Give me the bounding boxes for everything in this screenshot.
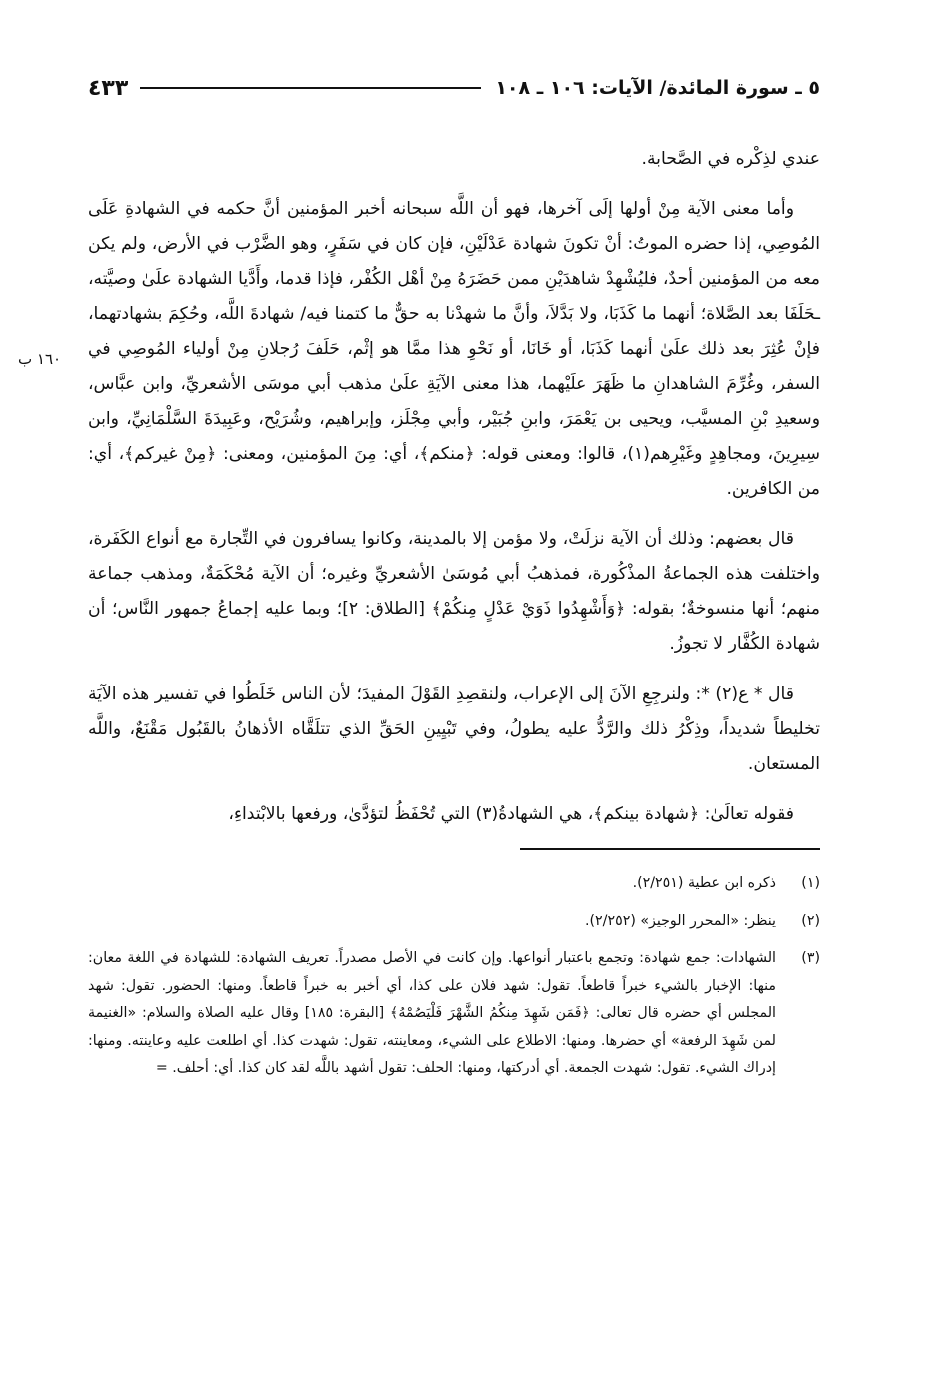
paragraph-3: قال بعضهم: وذلك أن الآية نزلَتْ، ولا مؤمن إلا بالمدينة، وكانوا يسافرون في التِّجارة مع أنواع الكَفَرة، واختلفت هذه الجماعةُ المذْكُورة، فمذهبُ أبي مُوسَىٰ الأشعريِّ وغيره؛ أن الآية مُحْكَمَةٌ، ومذهب جماعة منهم؛ أنها منسوخةٌ؛ بقوله: ﴿وَأَشْهِدُوا ذَوَيْ عَدْلٍ مِنكُمْ﴾ [الطلاق: ٢]؛ وبما عليه إجماعُ جمهور النَّاس؛ أن شهادة الكُفَّار لا تجوزُ. (88, 529, 820, 654)
running-head (88, 66, 820, 110)
footnote-1 (88, 870, 820, 898)
margin-folio-note: ١٦٠ ب (18, 350, 62, 368)
footnote-number: (١) (801, 875, 820, 891)
paragraph-4: قال * ع(٢) *: ولنرجِعِ الآنَ إلى الإعراب، ولنقصِدِ القَوْلَ المفيدَ؛ لأن الناس خَلَطُوا في تفسير هذه الآيَة تخليطاً شديداً، وذِكْرُ ذلك والرَّدُّ عليه يطولُ، وفي تَبْيِينِ الحَقِّ الذي تتلَقَّاه الأذهانُ بالقَبُول مَقْنَعٌ، واللَّه المستعان. (88, 684, 820, 774)
footnote-3 (88, 945, 820, 1083)
paragraph-2: وأما معنى الآية مِنْ أولها إلَى آخرها، فهو أن اللَّه سبحانه أخبر المؤمنين أنَّ حكمه في الشهادةِ عَلَى المُوصِي، إذا حضره الموتُ: أنْ تكونَ شهادة عَدْلَيْنِ، فإن كان في سَفَرٍ، وهو الضَّرْب في الأرض، ولم يكن معه من المؤمنين أحدٌ، فليُشْهِدْ شاهدَيْنِ ممن حَضَرَهُ مِنْ أهْل الكُفْر، فإذا قدما، وأَدَّيا الشهادة علَىٰ وصيَّته، ـحَلَفَا بعد الصَّلاة؛ أنهما ما كَذَبَا، ولا بَدَّلاَ، وأنَّ ما شهدْنا به حقٌّ ما كتمنا فيه/ شهادةَ اللَّه، وحُكِمَ بشهادتهما، فإنْ عُثِرَ بعد ذلك علَىٰ أنهما كَذَبَا، أو خَانَا، أو نَحْوِ هذا ممَّا هو إثْم، حَلَفَ رُجلانِ مِنْ أولياء المُوصِي في السفر، وغُرِّمَ الشاهدانِ ما ظَهَرَ علَيْهما، هذا معنى الآيَةِ علَىٰ مذهب أبي موسَى الأشعريِّ، وابن عبَّاس، وسعيدِ بْنِ المسيَّب، ويحيى بن يَعْمَرَ، وابنِ جُبَيْر، وأبي مِجْلَز، وإبراهيم، وشُرَيْح، وعَبِيدَةَ السَّلْمَانِيِّ، وابن سِيرِينَ، ومجاهِدٍ وغَيْرِهم(١)، قالوا: ومعنى قوله: ﴿منكم﴾، أي: مِنَ المؤمنين، ومعنى: ﴿مِنْ غيركم﴾، أي: من الكافرين. (88, 199, 820, 499)
paragraph-5: فقوله تعالَىٰ: ﴿شهادة بينكم﴾، هي الشهادةُ(٣) التي تُحْفَظُ لتؤدَّىٰ، ورفعها بالابْتداءِ، (228, 804, 794, 824)
footnote-number: (٣) (801, 950, 820, 966)
body-text (88, 142, 820, 832)
book-page (18, 66, 820, 1306)
footnote-text: ذكره ابن عطية (٢/٢٥١). (632, 875, 776, 891)
running-head-rule (140, 87, 481, 89)
page-number: ٤٣٣ (88, 75, 129, 101)
running-head-title: ٥ ـ سورة المائدة/ الآيات: ١٠٦ ـ ١٠٨ (495, 77, 820, 99)
footnote-separator (520, 848, 820, 850)
footnote-2 (88, 908, 820, 936)
paragraph-1: عندي لذِكْره في الصَّحابة. (641, 149, 820, 169)
footnote-text: ينظر: «المحرر الوجيز» (٢/٢٥٢). (585, 912, 776, 929)
footnote-text: الشهادات: جمع شهادة: وتجمع باعتبار أنواعها. وإن كانت في الأصل مصدراً. تعريف الشهادة: للشهادة في اللغة معان: منها: الإخبار بالشيء خبراً قاطعاً. تقول: شهد فلان على كذا، أي أخبر به خبراً قاطعاً. ومنها: الحضور. تقول: شهد المجلس أي حضره قال تعالى: ﴿فَمَن شَهِدَ مِنكُمُ الشَّهْرَ فَلْيَصُمْهُ﴾ [البقرة: ١٨٥] وقال عليه الصلاة والسلام: «الغنيمة لمن شَهِدَ الرفعة» أي حضرها. ومنها: الاطلاع على الشيء، ومعاينته، تقول: شهدت كذا. أي اطلعت عليه وعاينته. ومنها: إدراك الشيء. تقول: شهدت الجمعة. أي أدركتها، ومنها: الحلف: تقول أشهد باللَّه لقد كان كذا. أي: أحلف. = (88, 950, 776, 1076)
footnotes (88, 870, 820, 1083)
footnote-number: (٢) (801, 912, 820, 929)
